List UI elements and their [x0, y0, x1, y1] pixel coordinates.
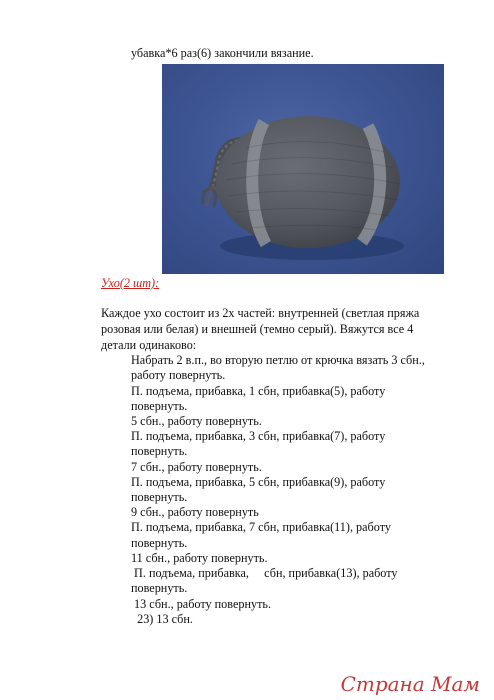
step-line: 13 сбн., работу повернуть.	[131, 597, 271, 611]
step-line: 7 сбн., работу повернуть.	[131, 460, 262, 474]
step-line: 9 сбн., работу повернуть	[131, 505, 259, 519]
step-line: 23) 13 сбн.	[131, 612, 193, 626]
ear-section-heading: Ухо(2 шт):	[101, 276, 160, 290]
step-line: повернуть.	[131, 581, 188, 595]
step-line: П. подъема, прибавка, 3 сбн, прибавка(7), работу	[131, 429, 386, 443]
step-line: повернуть.	[131, 490, 188, 504]
description-line: детали одинаково:	[101, 338, 197, 352]
step-line: Набрать 2 в.п., во вторую петлю от крючка вязать 3 сбн.,	[131, 353, 425, 367]
step-line: 11 сбн., работу повернуть.	[131, 551, 268, 565]
step-line: П. подъема, прибавка, сбн, прибавка(13), работу	[131, 566, 398, 580]
knitted-piece-photo	[162, 64, 444, 274]
step-line: 5 сбн., работу повернуть.	[131, 414, 262, 428]
step-line: П. подъема, прибавка, 5 сбн, прибавка(9), работу	[131, 475, 386, 489]
knitted-piece-illustration	[162, 64, 444, 274]
description-line: розовая или белая) и внешней (темно серый). Вяжутся все 4	[101, 322, 414, 336]
step-line: П. подъема, прибавка, 1 сбн, прибавка(5), работу	[131, 384, 386, 398]
site-watermark: Страна Мам	[340, 672, 480, 696]
step-line: повернуть.	[131, 536, 188, 550]
step-line: П. подъема, прибавка, 7 сбн, прибавка(11), работу	[131, 520, 391, 534]
step-line: работу повернуть.	[131, 368, 226, 382]
step-line: повернуть.	[131, 399, 188, 413]
description-line: Каждое ухо состоит из 2х частей: внутренней (светлая пряжа	[101, 306, 420, 320]
step-line: повернуть.	[131, 444, 188, 458]
intro-text: убавка*6 раз(6) закончили вязание.	[131, 46, 314, 60]
